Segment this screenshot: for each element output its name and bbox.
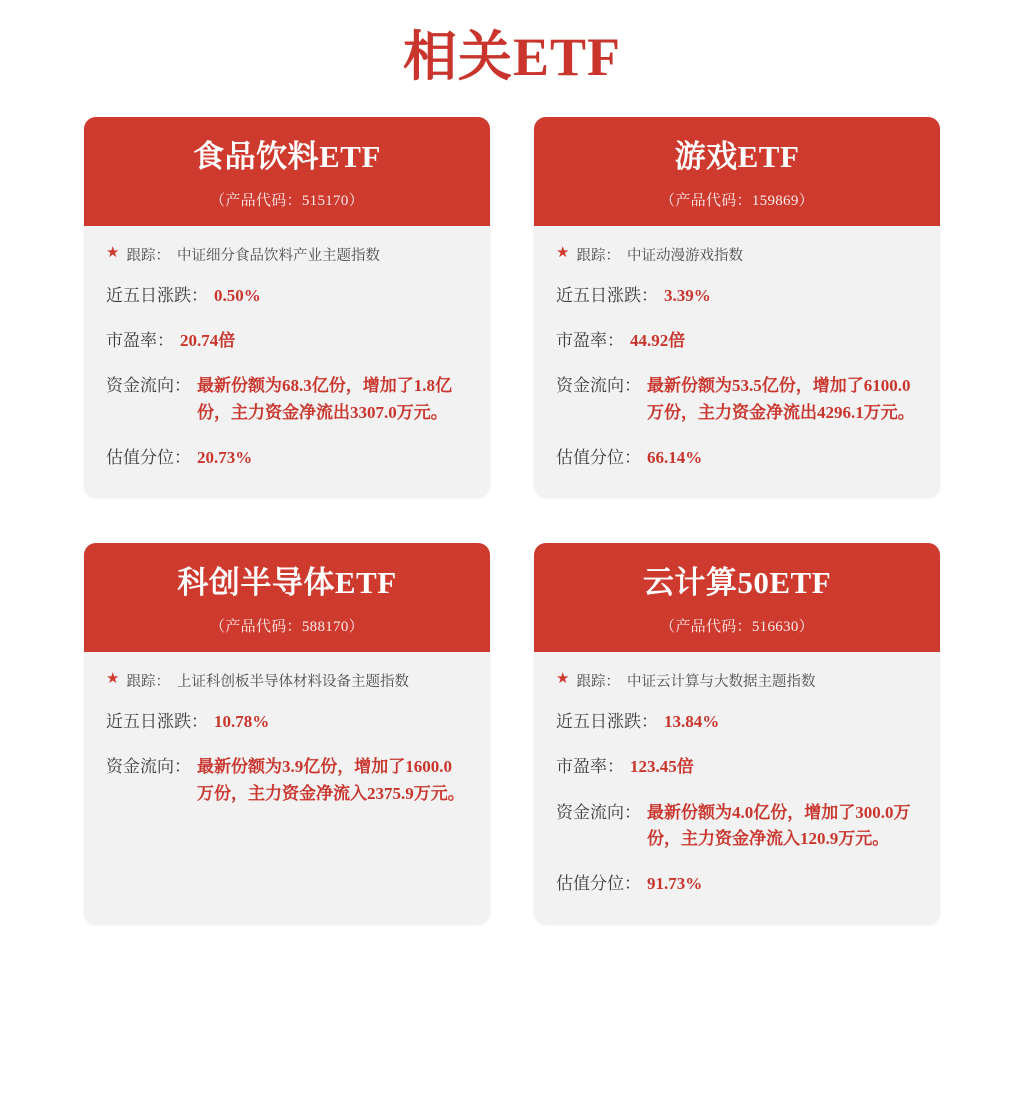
etf-valuation-row	[556, 445, 918, 471]
etf-flow-row	[106, 754, 468, 807]
etf-card-body	[84, 226, 490, 498]
etf-card-grid	[84, 117, 940, 924]
valuation-label: 估值分位：	[556, 874, 641, 894]
etf-pe-row	[106, 328, 468, 354]
etf-page	[0, 14, 1024, 924]
etf-card-body	[534, 226, 940, 498]
etf-card-header	[84, 117, 490, 226]
flow-label: 资金流向：	[556, 376, 641, 396]
flow-value: 最新份额为4.0亿份，增加了300.0万份，主力资金净流入120.9万元。	[647, 802, 911, 849]
track-index-name: 上证科创板半导体材料设备主题指数	[176, 674, 409, 690]
flow-value: 最新份额为53.5亿份，增加了6100.0万份，主力资金净流出4296.1万元。	[647, 376, 915, 422]
etf-track-row	[556, 670, 918, 691]
etf-product-code: （产品代码：516630）	[660, 619, 814, 635]
star-icon: ★	[106, 244, 120, 261]
five-day-label: 近五日涨跌：	[556, 285, 658, 305]
etf-card-header	[84, 543, 490, 652]
star-icon: ★	[556, 244, 570, 261]
etf-track-row	[556, 244, 918, 265]
track-label: 跟踪：	[126, 247, 170, 264]
etf-five-day-row	[556, 283, 918, 309]
page-title: 相关ETF	[402, 27, 622, 87]
track-label: 跟踪：	[576, 674, 620, 690]
etf-valuation-row	[556, 871, 918, 897]
track-index-name: 中证动漫游戏指数	[626, 247, 743, 264]
pe-value: 123.45倍	[630, 757, 694, 777]
etf-valuation-row	[106, 445, 468, 471]
five-day-value: 3.39%	[664, 285, 711, 305]
pe-value: 20.74倍	[180, 330, 236, 350]
pe-label: 市盈率：	[556, 757, 624, 777]
star-icon: ★	[556, 671, 570, 687]
five-day-value: 0.50%	[214, 285, 261, 305]
valuation-label: 估值分位：	[556, 448, 641, 468]
etf-card[interactable]	[84, 117, 490, 497]
etf-pe-row	[556, 754, 918, 780]
etf-card[interactable]	[534, 117, 940, 497]
track-index-name: 中证细分食品饮料产业主题指数	[176, 247, 380, 264]
etf-flow-row	[106, 373, 468, 426]
track-label: 跟踪：	[126, 674, 170, 690]
etf-five-day-row	[106, 283, 468, 309]
etf-product-code: （产品代码：515170）	[210, 192, 364, 209]
etf-product-code: （产品代码：588170）	[210, 619, 364, 635]
flow-label: 资金流向：	[106, 376, 191, 396]
flow-label: 资金流向：	[106, 757, 191, 777]
valuation-value: 20.73%	[197, 448, 253, 468]
etf-track-row	[106, 244, 468, 265]
five-day-label: 近五日涨跌：	[556, 712, 658, 731]
flow-value: 最新份额为68.3亿份，增加了1.8亿份，主力资金净流出3307.0万元。	[197, 376, 452, 422]
etf-card-header	[534, 117, 940, 226]
etf-card[interactable]	[534, 543, 940, 923]
etf-flow-row	[556, 373, 918, 426]
track-index-name: 中证云计算与大数据主题指数	[626, 674, 816, 690]
etf-pe-row	[556, 328, 918, 354]
etf-flow-row	[556, 800, 918, 853]
pe-label: 市盈率：	[556, 330, 624, 350]
etf-name: 云计算50ETF	[642, 565, 832, 601]
etf-card-body	[84, 652, 490, 924]
five-day-label: 近五日涨跌：	[106, 285, 208, 305]
valuation-value: 66.14%	[647, 448, 703, 468]
etf-card-header	[534, 543, 940, 652]
etf-track-row	[106, 670, 468, 691]
pe-label: 市盈率：	[106, 330, 174, 350]
five-day-value: 13.84%	[664, 712, 720, 731]
etf-name: 食品饮料ETF	[193, 139, 381, 174]
etf-name: 游戏ETF	[674, 139, 800, 174]
valuation-label: 估值分位：	[106, 448, 191, 468]
track-label: 跟踪：	[576, 247, 620, 264]
five-day-label: 近五日涨跌：	[106, 712, 208, 731]
etf-name: 科创半导体ETF	[177, 565, 397, 601]
pe-value: 44.92倍	[630, 330, 686, 350]
etf-card-body	[534, 652, 940, 924]
etf-product-code: （产品代码：159869）	[660, 192, 814, 209]
flow-value: 最新份额为3.9亿份，增加了1600.0万份，主力资金净流入2375.9万元。	[197, 757, 465, 803]
valuation-value: 91.73%	[647, 874, 703, 894]
etf-card[interactable]	[84, 543, 490, 923]
five-day-value: 10.78%	[214, 712, 270, 731]
etf-five-day-row	[556, 709, 918, 735]
star-icon: ★	[106, 671, 120, 687]
etf-five-day-row	[106, 709, 468, 735]
flow-label: 资金流向：	[556, 802, 641, 822]
